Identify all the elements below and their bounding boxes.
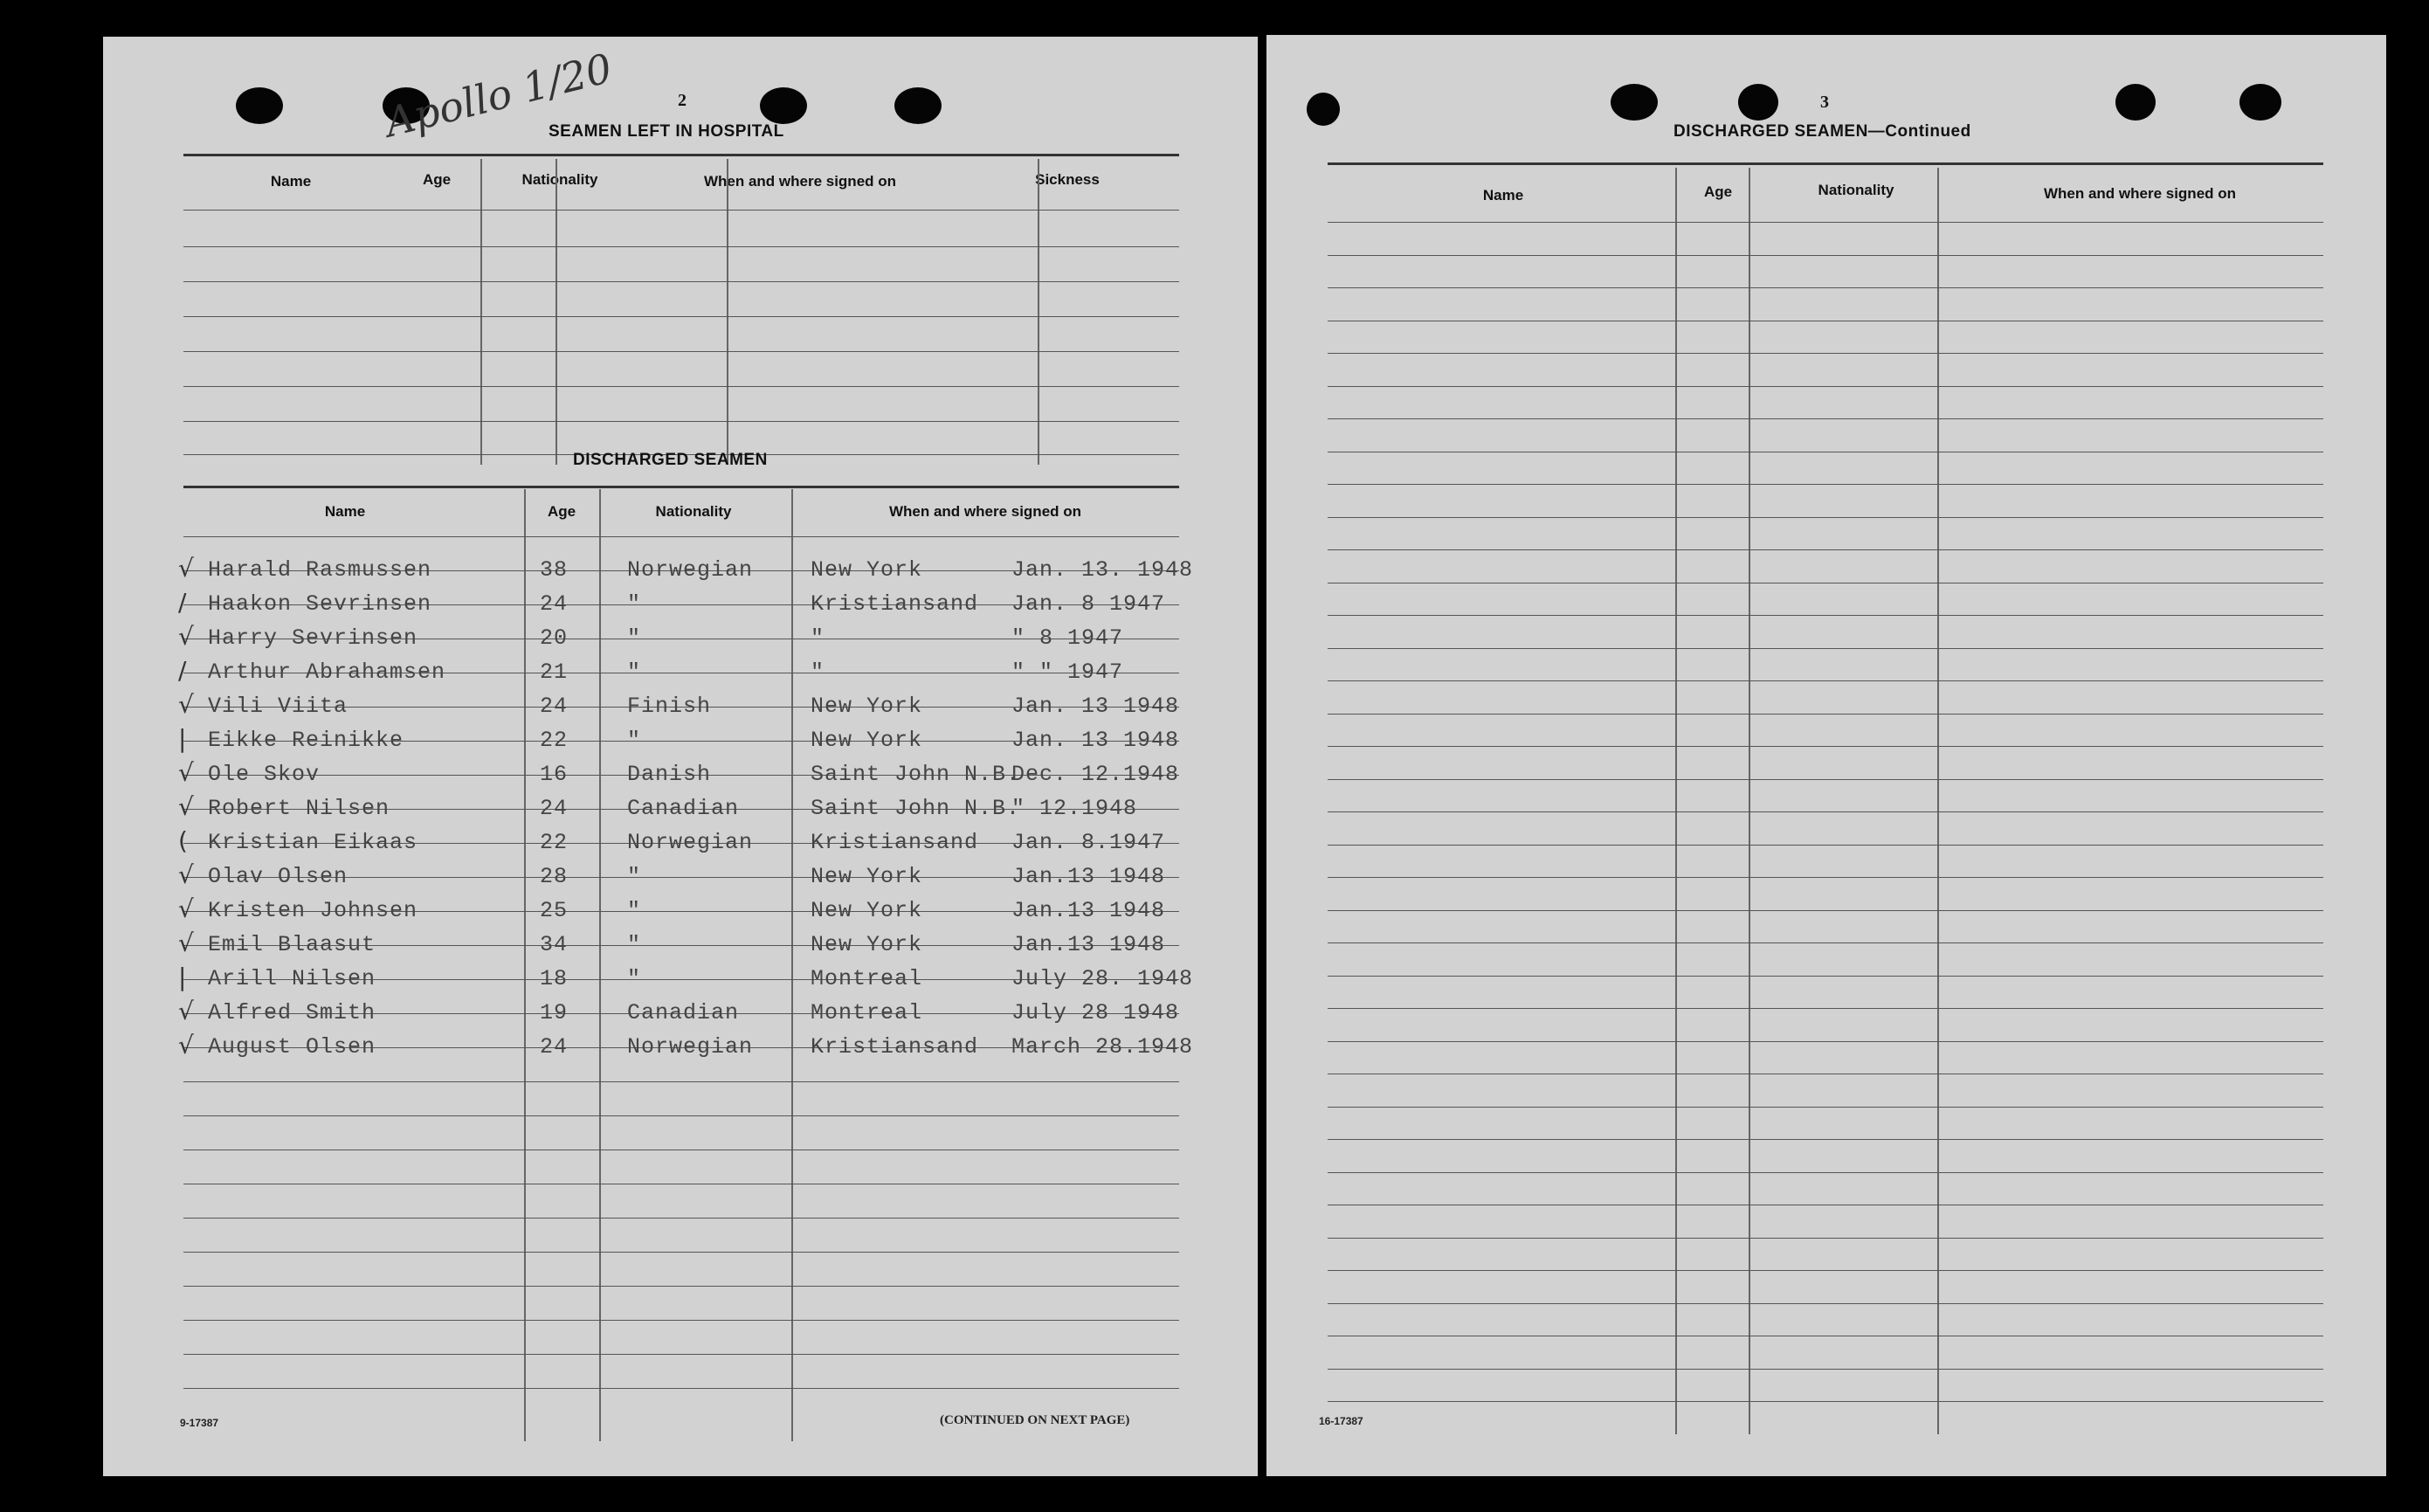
column-divider [1038,159,1039,465]
column-header-nationality: Nationality [1818,182,1894,198]
column-header-name: Name [270,173,312,190]
table-rule [183,210,1179,211]
table-rule [1328,779,2323,780]
seaman-age: 25 [540,898,569,923]
column-header-signed-on: When and where signed on [703,173,897,190]
signed-on-date: Jan.13 1948 [1011,898,1166,923]
signed-on-date: Jan. 8.1947 [1011,830,1166,855]
column-header-name: Name [1482,187,1524,204]
table-rule [1328,1041,2323,1042]
check-mark: √ [178,1031,194,1060]
seaman-age: 34 [540,932,569,957]
column-divider [524,489,526,1441]
signed-on-date: July 28. 1948 [1011,966,1194,991]
signed-on-place: " [811,659,825,685]
table-rule [1328,287,2323,288]
table-rule [1328,1303,2323,1304]
table-rule [1328,1172,2323,1173]
seaman-name: Kristen Johnsen [208,898,418,923]
column-divider [480,159,482,465]
seaman-name: Ole Skov [208,762,321,787]
punch-hole [894,87,942,124]
table-border [1328,162,2323,165]
table-rule [1328,1401,2323,1402]
table-rule [1328,845,2323,846]
signed-on-date: Jan.13 1948 [1011,932,1166,957]
seaman-name: Haakon Sevrinsen [208,591,432,617]
signed-on-date: Jan. 13 1948 [1011,728,1180,753]
table-rule [1328,1238,2323,1239]
seaman-nationality: Norwegian [627,557,754,583]
seaman-nationality: Norwegian [627,1034,754,1060]
signed-on-place: " [811,625,825,651]
table-border [183,486,1179,488]
punch-hole [1738,84,1778,121]
seaman-name: Kristian Eikaas [208,830,418,855]
seaman-age: 22 [540,728,569,753]
signed-on-date: Jan. 13. 1948 [1011,557,1194,583]
page-number: 3 [1820,93,1829,112]
table-rule [1328,517,2323,518]
column-header-name: Name [324,503,366,520]
table-rule [1328,877,2323,878]
punch-hole [760,87,807,124]
seaman-name: Alfred Smith [208,1000,376,1025]
seaman-name: Robert Nilsen [208,796,390,821]
page-number: 2 [678,91,687,110]
check-mark: √ [178,929,194,957]
seaman-name: Olav Olsen [208,864,348,889]
check-mark: √ [178,690,194,719]
table-rule [1328,811,2323,812]
signed-on-date: Jan. 8 1947 [1011,591,1166,617]
column-header-age: Age [422,171,452,188]
seaman-age: 16 [540,762,569,787]
column-header-signed-on: When and where signed on [2043,185,2237,202]
signed-on-place: Kristiansand [811,830,979,855]
table-rule [1328,942,2323,943]
check-mark: √ [178,554,194,583]
column-divider [599,489,601,1441]
signed-on-date: " 8 1947 [1011,625,1124,651]
seaman-nationality: " [627,728,642,753]
seaman-nationality: Finish [627,694,712,719]
seaman-nationality: " [627,898,642,923]
table-rule [183,536,1179,537]
signed-on-date: March 28.1948 [1011,1034,1194,1060]
form-code: 16-17387 [1319,1415,1363,1427]
seaman-age: 21 [540,659,569,685]
column-divider [727,159,728,465]
seaman-nationality: " [627,625,642,651]
seaman-name: August Olsen [208,1034,376,1060]
column-divider [1749,168,1750,1434]
seaman-nationality: " [627,966,642,991]
table-rule [183,281,1179,282]
signed-on-date: " 12.1948 [1011,796,1138,821]
seaman-name: Emil Blaasut [208,932,376,957]
signed-on-place: New York [811,932,923,957]
table-rule [183,1218,1179,1219]
signed-on-date: Dec. 12.1948 [1011,762,1180,787]
seaman-nationality: " [627,864,642,889]
table-rule [183,316,1179,317]
seaman-nationality: Danish [627,762,712,787]
check-mark: / [178,656,187,685]
table-rule [1328,615,2323,616]
table-rule [1328,976,2323,977]
table-rule [1328,746,2323,747]
table-rule [183,1354,1179,1355]
column-divider [1675,168,1677,1434]
check-mark: | [178,724,187,753]
seaman-age: 19 [540,1000,569,1025]
signed-on-date: " " 1947 [1011,659,1124,685]
seaman-nationality: " [627,659,642,685]
left-page [103,37,1258,1476]
column-header-sickness: Sickness [1035,171,1100,188]
table-rule [1328,1008,2323,1009]
check-mark: √ [178,622,194,651]
check-mark: ( [178,826,188,855]
table-rule [1328,484,2323,485]
seaman-age: 24 [540,591,569,617]
punch-hole [1611,84,1658,121]
table-rule [183,1115,1179,1116]
discharged-section-title: DISCHARGED SEAMEN [573,451,768,469]
table-rule [1328,648,2323,649]
check-mark: √ [178,792,194,821]
column-header-signed-on: When and where signed on [888,503,1082,520]
column-header-age: Age [1703,183,1733,200]
signed-on-place: New York [811,694,923,719]
signed-on-place: Saint John N.B. [811,796,1021,821]
column-divider [1937,168,1939,1434]
table-rule [1328,714,2323,715]
signed-on-place: Saint John N.B. [811,762,1021,787]
table-rule [1328,353,2323,354]
table-rule [183,421,1179,422]
seaman-nationality: " [627,932,642,957]
table-rule [183,386,1179,387]
table-rule [1328,680,2323,681]
punch-hole [2115,84,2156,121]
handwritten-note: Apollo 1/20 [380,44,617,147]
right-page [1266,35,2386,1476]
table-rule [1328,255,2323,256]
table-rule [1328,1139,2323,1140]
seaman-age: 18 [540,966,569,991]
seaman-age: 28 [540,864,569,889]
table-rule [183,1286,1179,1287]
seaman-age: 24 [540,1034,569,1060]
signed-on-place: New York [811,864,923,889]
column-header-nationality: Nationality [521,171,598,188]
signed-on-date: July 28 1948 [1011,1000,1180,1025]
hospital-section-title: SEAMEN LEFT IN HOSPITAL [549,122,784,141]
seaman-name: Arthur Abrahamsen [208,659,446,685]
table-rule [1328,418,2323,419]
table-rule [183,1252,1179,1253]
table-rule [183,351,1179,352]
table-rule [183,246,1179,247]
punch-hole [236,87,283,124]
signed-on-date: Jan.13 1948 [1011,864,1166,889]
signed-on-place: New York [811,898,923,923]
seaman-name: Harry Sevrinsen [208,625,418,651]
signed-on-place: Kristiansand [811,591,979,617]
page-title: DISCHARGED SEAMEN—Continued [1673,122,1971,141]
column-divider [791,489,793,1441]
table-rule [1328,1369,2323,1370]
seaman-name: Arill Nilsen [208,966,376,991]
seaman-nationality: " [627,591,642,617]
signed-on-place: New York [811,728,923,753]
seaman-age: 24 [540,694,569,719]
check-mark: | [178,963,187,991]
signed-on-place: New York [811,557,923,583]
table-rule [1328,386,2323,387]
signed-on-date: Jan. 13 1948 [1011,694,1180,719]
seaman-nationality: Norwegian [627,830,754,855]
signed-on-place: Montreal [811,1000,923,1025]
seaman-nationality: Canadian [627,1000,740,1025]
check-mark: √ [178,758,194,787]
check-mark: √ [178,997,194,1025]
table-rule [1328,1107,2323,1108]
punch-hole [2239,84,2281,121]
table-rule [1328,222,2323,223]
continued-note: (CONTINUED ON NEXT PAGE) [940,1413,1130,1427]
seaman-age: 38 [540,557,569,583]
seaman-age: 24 [540,796,569,821]
seaman-age: 20 [540,625,569,651]
table-rule [183,1081,1179,1082]
table-rule [183,1320,1179,1321]
table-border [183,154,1179,156]
table-rule [183,1388,1179,1389]
seaman-name: Eikke Reinikke [208,728,404,753]
form-code: 9-17387 [180,1417,219,1429]
punch-hole [1307,93,1340,126]
column-header-age: Age [547,503,576,520]
check-mark: / [178,588,187,617]
column-header-nationality: Nationality [655,503,732,520]
table-rule [1328,549,2323,550]
table-rule [1328,1270,2323,1271]
check-mark: √ [178,860,194,889]
seaman-name: Vili Viita [208,694,348,719]
seaman-nationality: Canadian [627,796,740,821]
seaman-name: Harald Rasmussen [208,557,432,583]
signed-on-place: Montreal [811,966,923,991]
signed-on-place: Kristiansand [811,1034,979,1060]
column-divider [555,159,557,465]
table-rule [1328,910,2323,911]
seaman-age: 22 [540,830,569,855]
check-mark: √ [178,894,194,923]
